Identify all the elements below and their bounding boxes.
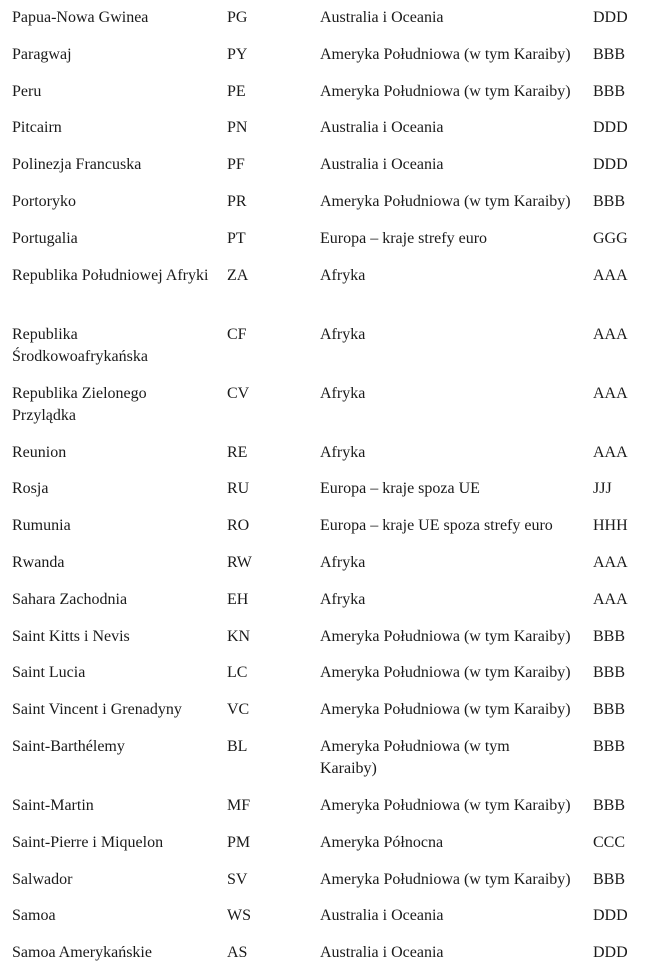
group-code-cell: JJJ (593, 480, 612, 498)
group-code-cell: AAA (593, 443, 628, 461)
table-row (0, 154, 655, 191)
region-cell: Australia i Oceania (320, 907, 444, 925)
group-code-cell: BBB (593, 870, 626, 888)
table-row (0, 117, 655, 154)
region-cell: Ameryka Południowa (w tym Karaiby) (320, 737, 510, 778)
table-row (0, 228, 655, 265)
table-row (0, 191, 655, 228)
group-code-cell: DDD (593, 119, 628, 137)
region-cell: Afryka (320, 384, 366, 402)
country-code-cell: LC (227, 664, 248, 682)
country-name-cell: Republika Środkowoafrykańska (12, 325, 148, 366)
country-name-cell: Republika Zielonego Przylądka (12, 384, 147, 425)
country-name-cell: Saint-Barthélemy (12, 737, 125, 755)
table-row (0, 662, 655, 699)
region-cell: Afryka (320, 266, 366, 284)
table-row (0, 265, 655, 324)
country-code-cell: PN (227, 119, 248, 137)
group-code-cell: BBB (593, 627, 626, 645)
region-cell: Europa – kraje strefy euro (320, 229, 488, 247)
region-cell: Ameryka Południowa (w tym Karaiby) (320, 796, 571, 814)
country-name-cell: Saint Lucia (12, 664, 86, 682)
country-name-cell: Samoa Amerykańskie (12, 944, 152, 962)
country-code-cell: AS (227, 944, 248, 962)
region-cell: Australia i Oceania (320, 9, 444, 26)
country-code-cell: MF (227, 796, 251, 814)
group-code-cell: DDD (593, 944, 628, 962)
country-name-cell: Saint-Pierre i Miquelon (12, 833, 164, 851)
group-code-cell: DDD (593, 907, 628, 925)
country-name-cell: Portugalia (12, 229, 78, 247)
country-code-cell: RE (227, 443, 248, 461)
country-code-cell: PM (227, 833, 251, 851)
group-code-cell: BBB (593, 664, 626, 682)
region-cell: Australia i Oceania (320, 156, 444, 174)
country-code-cell: VC (227, 701, 250, 719)
country-code-cell: KN (227, 627, 251, 645)
table-row (0, 515, 655, 552)
table-row (0, 552, 655, 589)
table-row (0, 0, 655, 44)
country-name-cell: Sahara Zachodnia (12, 590, 128, 608)
group-code-cell: BBB (593, 82, 626, 100)
table-row (0, 442, 655, 479)
country-code-cell: CV (227, 384, 250, 402)
region-cell: Ameryka Południowa (w tym Karaiby) (320, 627, 571, 645)
group-code-cell: BBB (593, 701, 626, 719)
country-name-cell: Paragwaj (12, 45, 72, 63)
group-code-cell: HHH (593, 517, 628, 535)
region-cell: Europa – kraje spoza UE (320, 480, 480, 498)
table-row (0, 832, 655, 869)
region-cell: Ameryka Południowa (w tym Karaiby) (320, 82, 571, 100)
group-code-cell: DDD (593, 156, 628, 174)
region-cell: Australia i Oceania (320, 119, 444, 137)
country-name-cell: Rwanda (12, 553, 65, 571)
country-name-cell: Republika Południowej Afryki (12, 266, 209, 284)
group-code-cell: GGG (593, 229, 628, 247)
country-name-cell: Samoa (12, 907, 56, 925)
group-code-cell: BBB (593, 737, 626, 755)
table-row (0, 81, 655, 118)
country-code-cell: PY (227, 45, 248, 63)
group-code-cell: CCC (593, 833, 626, 851)
country-code-cell: PF (227, 156, 245, 174)
region-cell: Afryka (320, 443, 366, 461)
country-name-cell: Saint Kitts i Nevis (12, 627, 130, 645)
region-cell: Afryka (320, 325, 366, 343)
table-row (0, 795, 655, 832)
country-name-cell: Portoryko (12, 192, 76, 210)
country-code-cell: WS (227, 907, 251, 925)
region-cell: Ameryka Południowa (w tym Karaiby) (320, 664, 571, 682)
table-row (0, 869, 655, 906)
region-cell: Ameryka Południowa (w tym Karaiby) (320, 870, 571, 888)
table-row (0, 626, 655, 663)
table-row (0, 589, 655, 626)
table-row (0, 478, 655, 515)
country-code-cell: RW (227, 553, 252, 571)
group-code-cell: AAA (593, 325, 628, 343)
country-code-cell: EH (227, 590, 249, 608)
country-code-cell: PG (227, 9, 248, 26)
region-cell: Ameryka Południowa (w tym Karaiby) (320, 45, 571, 63)
group-code-cell: AAA (593, 553, 628, 571)
country-code-cell: CF (227, 325, 247, 343)
region-cell: Ameryka Południowa (w tym Karaiby) (320, 192, 571, 210)
country-name-cell: Rumunia (12, 517, 71, 535)
country-name-cell: Rosja (12, 480, 49, 498)
country-code-cell: SV (227, 870, 248, 888)
region-cell: Afryka (320, 553, 366, 571)
country-name-cell: Salwador (12, 870, 73, 888)
country-name-cell: Peru (12, 82, 42, 100)
country-code-cell: PE (227, 82, 246, 100)
region-cell: Australia i Oceania (320, 944, 444, 962)
table-row (0, 699, 655, 736)
table-row (0, 383, 655, 442)
country-name-cell: Saint-Martin (12, 796, 94, 814)
country-name-cell: Pitcairn (12, 119, 62, 137)
table-row (0, 736, 655, 795)
group-code-cell: BBB (593, 192, 626, 210)
group-code-cell: BBB (593, 45, 626, 63)
group-code-cell: BBB (593, 796, 626, 814)
region-cell: Europa – kraje UE spoza strefy euro (320, 517, 553, 535)
country-name-cell: Polinezja Francuska (12, 156, 142, 174)
table-row (0, 905, 655, 942)
group-code-cell: AAA (593, 384, 628, 402)
table-row (0, 942, 655, 979)
country-code-cell: RU (227, 480, 250, 498)
region-cell: Afryka (320, 590, 366, 608)
country-code-cell: PT (227, 229, 246, 247)
table-row (0, 44, 655, 81)
country-code-cell: BL (227, 737, 248, 755)
region-cell: Ameryka Południowa (w tym Karaiby) (320, 701, 571, 719)
country-code-cell: RO (227, 517, 250, 535)
region-cell: Ameryka Północna (320, 833, 444, 851)
group-code-cell: DDD (593, 9, 628, 26)
group-code-cell: AAA (593, 266, 628, 284)
group-code-cell: AAA (593, 590, 628, 608)
table-row (0, 324, 655, 383)
country-name-cell: Papua-Nowa Gwinea (12, 9, 149, 26)
country-name-cell: Reunion (12, 443, 67, 461)
country-code-cell: ZA (227, 266, 249, 284)
country-name-cell: Saint Vincent i Grenadyny (12, 701, 182, 719)
country-code-cell: PR (227, 192, 247, 210)
